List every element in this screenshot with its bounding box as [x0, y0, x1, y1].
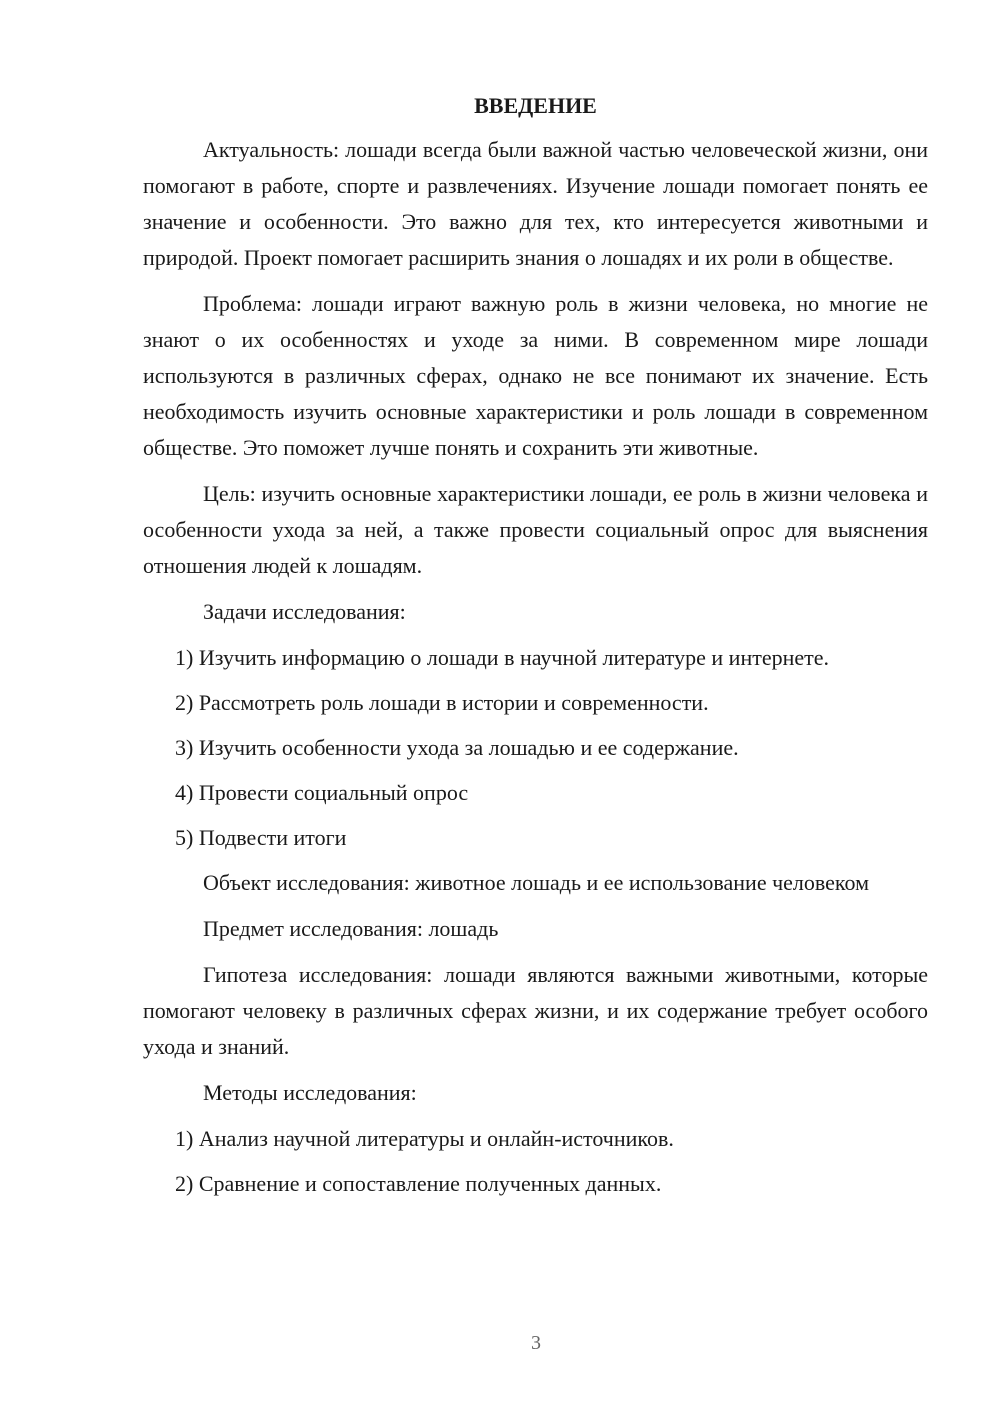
methods-heading: Методы исследования:: [203, 1080, 417, 1105]
list-item: 5) Подвести итоги: [175, 825, 347, 850]
page-number: 3: [531, 1332, 541, 1354]
goal-paragraph: Цель: изучить основные характеристики лошади, ее роль в жизни человека и особенности ухода за ней, а также провести социальный опрос для выяснения отношения людей к лошадям.: [143, 481, 928, 578]
subject-paragraph: Предмет исследования: лошадь: [203, 916, 499, 941]
relevance-paragraph: Актуальность: лошади всегда были важной частью человеческой жизни, они помогают в работе, спорте и развлечениях. Изучение лошади помогает понять ее значение и особенности. Это важно для тех, кто интересуется животными и природой. Проект помогает расширить знания о лошадях и их роли в обществе.: [143, 137, 928, 270]
list-item: 2) Сравнение и сопоставление полученных данных.: [175, 1171, 662, 1196]
list-item: 2) Рассмотреть роль лошади в истории и современности.: [175, 690, 709, 715]
list-item: 1) Анализ научной литературы и онлайн-источников.: [175, 1126, 674, 1151]
section-title: ВВЕДЕНИЕ: [474, 93, 597, 118]
object-paragraph: Объект исследования: животное лошадь и ее использование человеком: [203, 870, 870, 895]
problem-paragraph: Проблема: лошади играют важную роль в жизни человека, но многие не знают о их особенностях и уходе за ними. В современном мире лошади используются в различных сферах, однако не все понимают их значение. Есть необходимость изучить основные характеристики и роль лошади в современном обществе. Это поможет лучше понять и сохранить эти животные.: [143, 291, 928, 460]
hypothesis-paragraph: Гипотеза исследования: лошади являются важными животными, которые помогают человеку в различных сферах жизни, и их содержание требует особого ухода и знаний.: [143, 962, 928, 1059]
tasks-list: [143, 640, 928, 856]
list-item: 3) Изучить особенности ухода за лошадью и ее содержание.: [175, 735, 739, 760]
list-item: 4) Провести социальный опрос: [175, 780, 469, 805]
list-item: 1) Изучить информацию о лошади в научной литературе и интернете.: [175, 645, 830, 670]
document-page: [143, 88, 928, 1211]
methods-list: [143, 1121, 928, 1202]
tasks-heading: Задачи исследования:: [203, 599, 406, 624]
